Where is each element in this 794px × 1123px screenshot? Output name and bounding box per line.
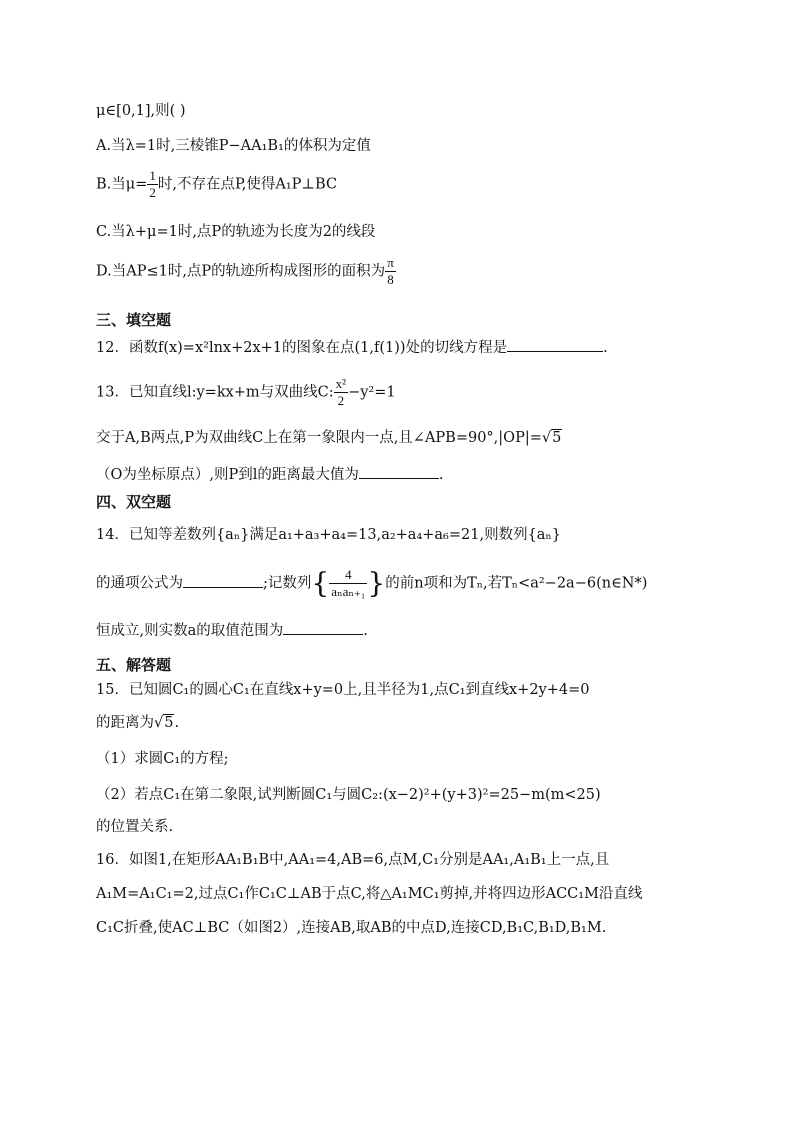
fraction-numerator: 4 (329, 567, 367, 584)
question-16-line-3: C₁C折叠,使AC⊥BC（如图2）,连接AB,取AB的中点D,连接CD,B₁C,B₁D,B₁M. (96, 920, 607, 936)
fraction-denominator: 8 (387, 272, 394, 287)
fraction-denominator: 2 (149, 185, 156, 200)
radicand: 5 (164, 715, 174, 731)
fraction-denominator: 2 (337, 393, 345, 408)
answer-blank[interactable] (507, 337, 603, 352)
fraction-numerator: x² (335, 376, 347, 391)
question-13-suffix: −y²=1 (348, 384, 396, 401)
question-13-line-3-text: （O为坐标原点）,则P到l的距离最大值为 (96, 467, 359, 483)
question-15-line-2-text: 的距离为 (96, 715, 154, 731)
option-b (96, 168, 337, 201)
question-15-line-2 (96, 713, 179, 733)
answer-blank[interactable] (359, 464, 439, 479)
sqrt-expression: √5 (541, 430, 562, 446)
answer-blank[interactable] (183, 573, 263, 588)
question-16-line-1: 16．如图1,在矩形AA₁B₁B中,AA₁=4,AB=6,点M,C₁分别是AA₁,A₁B₁上一点,且 (96, 852, 610, 868)
question-11-tail: μ∈[0,1],则( ) (96, 103, 186, 119)
radicand: 5 (552, 430, 562, 446)
fraction-denominator: aₙaₙ₊₁ (331, 584, 366, 599)
question-12-text: 12．函数f(x)=x²lnx+2x+1的图象在点(1,f(1))处的切线方程是 (96, 340, 508, 356)
section-heading-solutions: 五、解答题 (96, 656, 172, 674)
option-d (96, 255, 396, 288)
question-13-line-2 (96, 428, 562, 448)
option-b-suffix: 时,不存在点P,使得A₁P⊥BC (157, 176, 338, 193)
fraction-pi-over-8 (385, 255, 396, 288)
fraction-one-half (147, 168, 158, 201)
section-heading-double-blank: 四、双空题 (96, 493, 172, 511)
question-15-line-2-end: . (174, 715, 180, 731)
question-14-line-3-text: 恒成立,则实数a的取值范围为 (96, 623, 284, 639)
question-14-line-2 (96, 567, 647, 600)
question-14-line-3 (96, 620, 368, 641)
question-13-line-3 (96, 464, 444, 485)
question-16-line-2: A₁M=A₁C₁=2,过点C₁作C₁C⊥AB于点C,将△A₁MC₁剪掉,并将四边形ACC₁M沿直线 (96, 886, 643, 902)
fraction-numerator: π (387, 255, 394, 270)
fraction-4-over-anan1 (329, 567, 367, 600)
fraction-x2-over-2 (334, 376, 348, 409)
section-heading-fill-in: 三、填空题 (96, 311, 172, 329)
answer-blank[interactable] (283, 620, 363, 635)
option-b-prefix: B.当μ= (96, 176, 148, 193)
question-15-line-1: 15．已知圆C₁的圆心C₁在直线x+y=0上,且半径为1,点C₁到直线x+2y+4=0 (96, 682, 590, 698)
question-15-part-2: （2）若点C₁在第二象限,试判断圆C₁与圆C₂:(x−2)²+(y+3)²=25−m(m<25) (96, 787, 601, 803)
question-12 (96, 337, 608, 358)
question-14-line-1: 14．已知等差数列{aₙ}满足a₁+a₃+a₄=13,a₂+a₄+a₆=21,则数列{aₙ} (96, 527, 561, 543)
right-brace: } (367, 566, 386, 600)
question-13-line-2-text: 交于A,B两点,P为双曲线C上在第一象限内一点,且∠APB=90°,|OP|= (96, 430, 542, 446)
question-13-line-1 (96, 376, 396, 409)
question-14-line-2-prefix: 的通项公式为 (96, 575, 183, 592)
question-14-line-2-mid: ;记数列 (263, 575, 312, 592)
left-brace: { (311, 566, 330, 600)
question-14-end: . (363, 623, 368, 639)
question-14-line-2-suffix: 的前n项和为Tₙ,若Tₙ<a²−2a−6(n∈N*) (385, 575, 648, 592)
question-13-prefix: 13．已知直线l:y=kx+m与双曲线C: (96, 384, 334, 401)
option-d-prefix: D.当AP≤1时,点P的轨迹所构成图形的面积为 (96, 263, 386, 280)
question-13-end: . (438, 467, 444, 483)
question-12-end: . (603, 340, 608, 356)
sqrt-expression: √5 (154, 715, 174, 731)
question-15-part-1: （1）求圆C₁的方程; (96, 751, 229, 767)
question-15-part-2-end: 的位置关系. (96, 819, 174, 835)
option-a: A.当λ=1时,三棱锥P−AA₁B₁的体积为定值 (96, 138, 371, 154)
fraction-numerator: 1 (149, 168, 156, 183)
option-c: C.当λ+μ=1时,点P的轨迹为长度为2的线段 (96, 224, 376, 240)
